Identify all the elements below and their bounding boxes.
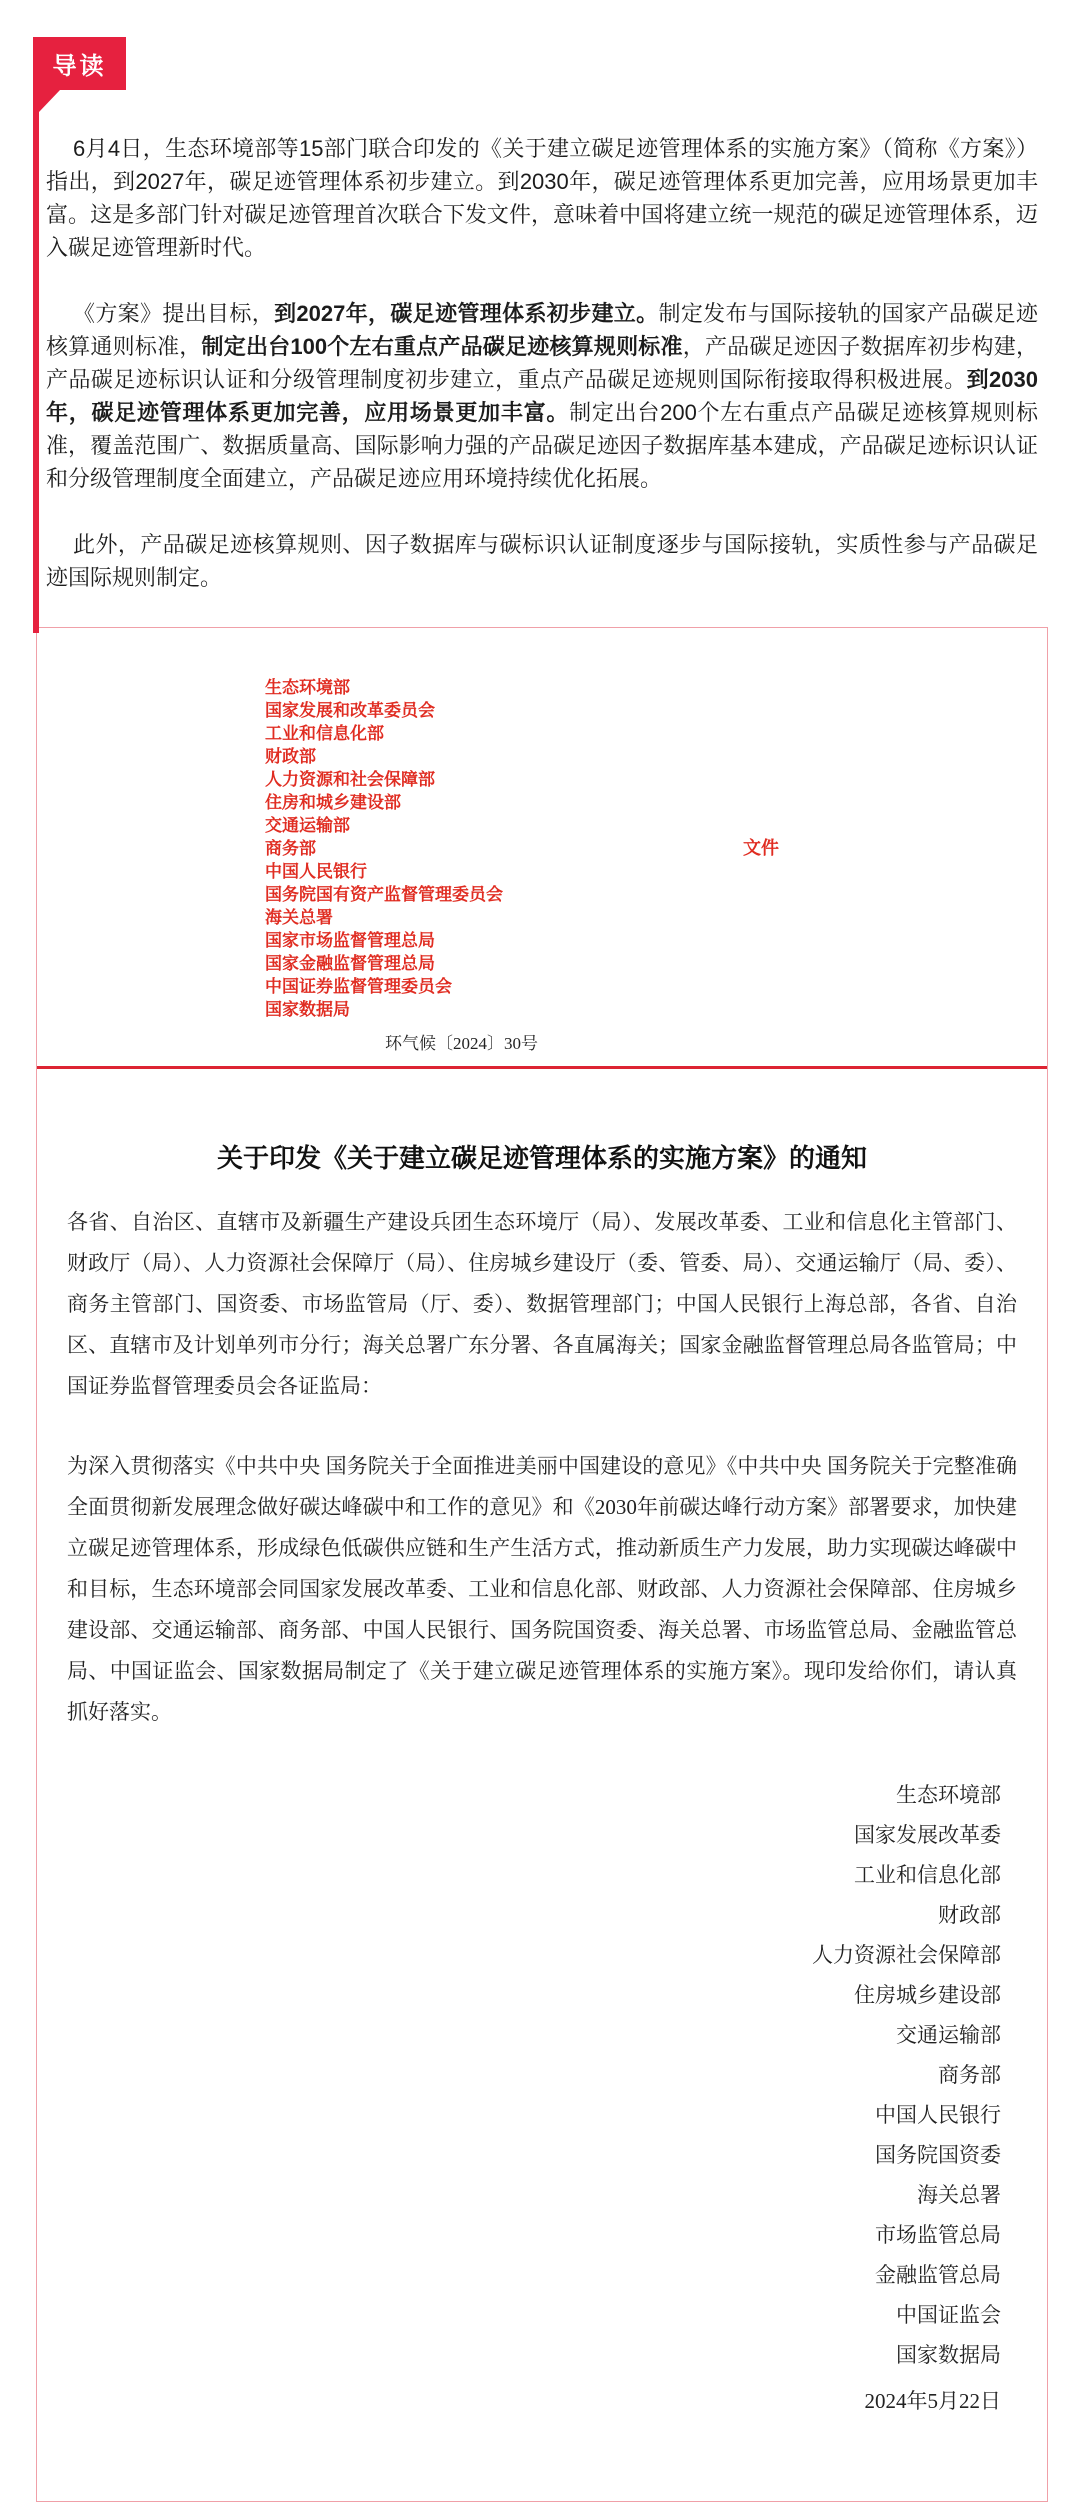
issuer-item: 海关总署 — [265, 908, 333, 927]
intro-paragraph-2 — [46, 297, 1038, 495]
signature-line: 国家发展改革委 — [854, 1823, 1001, 1847]
document-addressees: 各省、自治区、直辖市及新疆生产建设兵团生态环境厅（局）、发展改革委、工业和信息化主管部门、财政厅（局）、人力资源社会保障厅（局）、住房城乡建设厅（委、管委、局）、交通运输厅（局、委）、商务主管部门、国资委、市场监管局（厅、委）、数据管理部门；中国人民银行上海总部，各省、自治区、直辖市及计划单列市分行；海关总署广东分署、各直属海关；国家金融监督管理总局各监管局；中国证券监督管理委员会各证监局： — [67, 1210, 1017, 1398]
issuer-item: 人力资源和社会保障部 — [265, 770, 435, 789]
text-segment: ，产品碳足迹因子数据库初步构建，产品碳足迹标识认证和分级管理制度初步建立，重点产品碳足迹规则国际衔接取得积极进展。 — [46, 334, 1038, 392]
issuer-item: 工业和信息化部 — [265, 724, 384, 743]
signature-line: 商务部 — [938, 2063, 1001, 2087]
signature-line: 中国证监会 — [896, 2303, 1001, 2327]
issuer-list — [265, 676, 1017, 1021]
document-number: 环气候〔2024〕30号 — [385, 1034, 538, 1053]
issuer-item: 财政部 — [265, 747, 316, 766]
signature-line: 生态环境部 — [896, 1783, 1001, 1807]
official-document-box — [36, 627, 1048, 2502]
issuer-item: 商务部 — [265, 839, 316, 858]
signature-line: 中国人民银行 — [875, 2103, 1001, 2127]
document-main-paragraph: 为深入贯彻落实《中共中央 国务院关于全面推进美丽中国建设的意见》《中共中央 国务院关于完整准确全面贯彻新发展理念做好碳达峰碳中和工作的意见》和《2030年前碳达峰行动方案》部署要求，加快建立碳足迹管理体系，形成绿色低碳供应链和生产生活方式，推动新质生产力发展，助力实现碳达峰碳中和目标，生态环境部会同国家发展改革委、工业和信息化部、财政部、人力资源社会保障部、住房城乡建设部、交通运输部、商务部、中国人民银行、国务院国资委、海关总署、市场监管总局、金融监管总局、中国证监会、国家数据局制定了《关于建立碳足迹管理体系的实施方案》。现印发给你们，请认真抓好落实。 — [67, 1454, 1017, 1724]
issuer-item: 国务院国有资产监督管理委员会 — [265, 885, 503, 904]
document-body — [67, 1202, 1017, 1733]
text-segment: 《方案》提出目标， — [73, 301, 275, 326]
text-segment: 制定出台200个左右重点产品碳足迹核算规则标准，覆盖范围广、数据质量高、国际影响力强的产品碳足迹因子数据库基本建成，产品碳足迹标识认证和分级管理制度全面建立，产品碳足迹应用环境持续优化拓展。 — [46, 400, 1038, 491]
signature-line: 交通运输部 — [896, 2023, 1001, 2047]
issuer-item: 交通运输部 — [265, 816, 350, 835]
text-segment: 制定发布与国际接轨的国家产品碳足迹核算通则标准， — [46, 301, 1038, 359]
document-header — [67, 676, 1017, 1021]
intro-paragraph-3: 此外，产品碳足迹核算规则、因子数据库与碳标识认证制度逐步与国际接轨，实质性参与产品碳足迹国际规则制定。 — [46, 532, 1038, 590]
intro-paragraph-1: 6月4日，生态环境部等15部门联合印发的《关于建立碳足迹管理体系的实施方案》（简称《方案》）指出，到2027年，碳足迹管理体系初步建立。到2030年，碳足迹管理体系更加完善，应用场景更加丰富。这是多部门针对碳足迹管理首次联合下发文件，意味着中国将建立统一规范的碳足迹管理体系，迈入碳足迹管理新时代。 — [46, 136, 1038, 260]
signature-line: 金融监管总局 — [875, 2263, 1001, 2287]
issuer-item: 生态环境部 — [265, 678, 350, 697]
issuer-item: 国家市场监督管理总局 — [265, 931, 435, 950]
intro-section — [0, 0, 1084, 594]
issuer-item: 中国证券监督管理委员会 — [265, 977, 452, 996]
signature-line: 海关总署 — [917, 2183, 1001, 2207]
issuer-item: 国家发展和改革委员会 — [265, 701, 435, 720]
signature-block — [67, 1775, 1017, 2375]
signature-line: 住房城乡建设部 — [854, 1983, 1001, 2007]
issuer-item: 中国人民银行 — [265, 862, 367, 881]
issuer-item: 住房和城乡建设部 — [265, 793, 401, 812]
bold-goal-2027: 到2027年，碳足迹管理体系初步建立。 — [274, 301, 659, 326]
signature-line: 人力资源社会保障部 — [812, 1943, 1001, 1967]
signature-line: 工业和信息化部 — [854, 1863, 1001, 1887]
file-label: 文件 — [743, 838, 779, 858]
signature-line: 市场监管总局 — [875, 2223, 1001, 2247]
bold-100-standards: 制定出台100个左右重点产品碳足迹核算规则标准 — [201, 334, 683, 359]
issuer-item: 国家数据局 — [265, 1000, 350, 1019]
signature-line: 国务院国资委 — [875, 2143, 1001, 2167]
red-divider-line — [37, 1066, 1047, 1069]
lead-badge-fold — [39, 90, 60, 112]
signature-line: 财政部 — [938, 1903, 1001, 1927]
lead-accent-bar — [33, 37, 39, 633]
document-date: 2024年5月22日 — [864, 2389, 1001, 2413]
bold-goal-2030: 到2030年，碳足迹管理体系更加完善，应用场景更加丰富。 — [46, 367, 1038, 425]
lead-badge: 导读 — [33, 37, 126, 90]
signature-line: 国家数据局 — [896, 2343, 1001, 2367]
issuer-item: 国家金融监督管理总局 — [265, 954, 435, 973]
document-title: 关于印发《关于建立碳足迹管理体系的实施方案》的通知 — [216, 1143, 867, 1173]
